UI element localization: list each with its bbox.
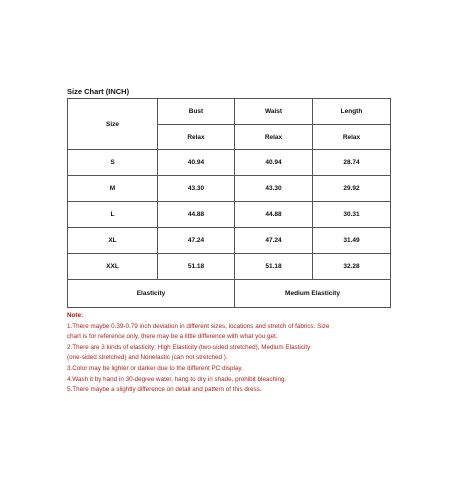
table-header-row [68,99,391,125]
waist-cell: 40.94 [235,150,313,176]
size-cell: XXL [68,254,158,280]
size-chart-title: Size Chart (INCH) [67,87,130,96]
size-cell: M [68,176,158,202]
note-line: 5.There maybe a slightly difference on detail and pattern of this dress. [67,386,262,394]
table-row [68,228,391,254]
note-line: 1.There maybe 0.39-0.79 inch deviation in different sizes, locations and stretch of fabrics. Size [67,322,330,330]
waist-cell: 44.88 [235,202,313,228]
note-line: (one-sided stretched) and Nonelastic (can not stretched ). [67,354,228,362]
table-row [68,254,391,280]
notes-heading: Note: [67,312,84,319]
bust-cell: 47.24 [158,228,235,254]
bust-column-header: Bust [158,99,235,125]
elasticity-label: Elasticity [68,280,235,308]
bust-cell: 44.88 [158,202,235,228]
table-row [68,150,391,176]
waist-column-header: Waist [235,99,313,125]
length-cell: 28.74 [313,150,391,176]
size-cell: S [68,150,158,176]
note-line: chart is for reference only, there may be a little difference with what you get. [67,333,278,341]
waist-cell: 47.24 [235,228,313,254]
table-row [68,176,391,202]
bust-subheader: Relax [158,125,235,150]
note-line: 4.Wash it by hand in 30-degree water, hang to dry in shade, prohibit bleaching. [67,375,287,383]
length-column-header: Length [313,99,391,125]
table-row [68,202,391,228]
waist-cell: 43.30 [235,176,313,202]
bust-cell: 40.94 [158,150,235,176]
elasticity-row [68,280,391,308]
note-line: 3.Color may be lighter or darker due to the different PC display. [67,364,243,372]
size-column-header: Size [68,99,158,150]
elasticity-value: Medium Elasticity [235,280,391,308]
notes-section [67,311,397,396]
size-cell: XL [68,228,158,254]
bust-cell: 51.18 [158,254,235,280]
length-cell: 32.28 [313,254,391,280]
size-cell: L [68,202,158,228]
bust-cell: 43.30 [158,176,235,202]
waist-subheader: Relax [235,125,313,150]
note-line: 2.There are 3 kinds of elasticity: High Elasticity (two-sided stretched), Medium Elasticity [67,343,311,351]
length-cell: 31.49 [313,228,391,254]
waist-cell: 51.18 [235,254,313,280]
length-subheader: Relax [313,125,391,150]
size-chart-table [67,98,391,308]
length-cell: 29.92 [313,176,391,202]
length-cell: 30.31 [313,202,391,228]
